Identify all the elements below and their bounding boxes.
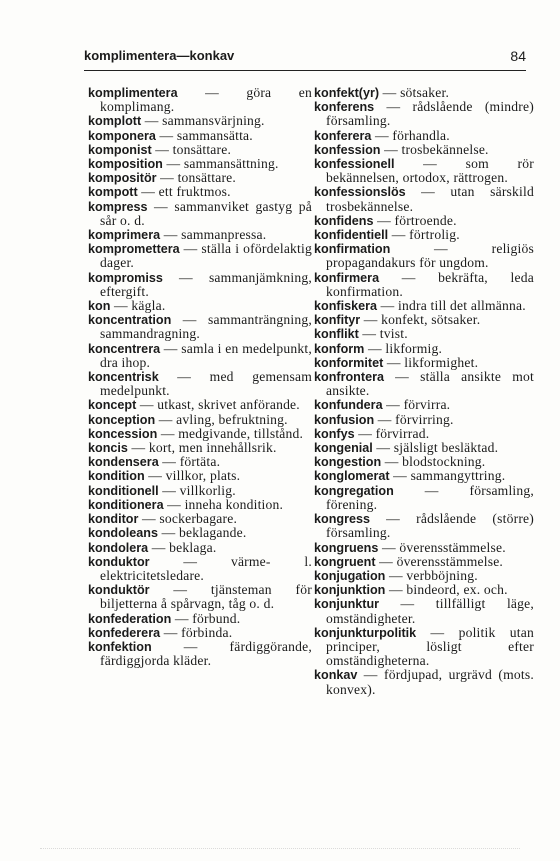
dictionary-entry [314, 185, 534, 213]
headword: konditor [88, 512, 139, 527]
definition: — religiös propagandakurs för ungdom. [326, 241, 534, 271]
dictionary-entry [314, 626, 534, 669]
dictionary-entry [88, 441, 312, 455]
dictionary-entry [88, 455, 312, 469]
dictionary-entry [314, 668, 534, 696]
definition: — utan särskild trosbekännelse. [326, 184, 534, 214]
headword: konjugation [314, 568, 386, 583]
headword: konkav [314, 668, 358, 683]
headword: konfessionell [314, 157, 395, 172]
headword: komprometterа [88, 242, 180, 257]
dictionary-entry [314, 143, 534, 157]
definition: — ställa i ofördelaktig dager. [100, 241, 312, 271]
left-column [88, 86, 312, 668]
definition: — förvirra. [382, 397, 451, 413]
definition: — rådslående (större) församling. [326, 511, 534, 541]
dictionary-entry [88, 469, 312, 483]
headword: koncis [88, 441, 128, 456]
header-rule [84, 70, 526, 71]
headword: komposition [88, 157, 163, 172]
dictionary-entry [314, 86, 534, 100]
dictionary-entry [88, 413, 312, 427]
definition: — tjänsteman för biljetterna å spårvagn, tåg o. d. [100, 582, 312, 612]
headword: kongruent [314, 554, 376, 569]
headword: kongenial [314, 441, 373, 456]
headword: konfederation [88, 611, 172, 626]
headword: konform [314, 341, 365, 356]
definition: — överensstämmelse. [375, 553, 504, 569]
definition: — ett fruktmos. [137, 184, 231, 200]
dictionary-entry [314, 327, 534, 341]
definition: — med gemensam medelpunkt. [100, 369, 312, 399]
page-header [84, 48, 526, 68]
headword: komponist [88, 142, 152, 157]
dictionary-entry [88, 484, 312, 498]
dictionary-entry [314, 398, 534, 412]
definition: — förvirring. [374, 411, 454, 427]
headword: konduktor [88, 554, 150, 569]
definition: — bekräfta, leda konfirmation. [326, 269, 534, 299]
dictionary-entry [88, 129, 312, 143]
definition: — kort, men innehållsrik. [127, 440, 277, 456]
definition: — villkorlig. [158, 482, 236, 498]
headword: kompott [88, 185, 138, 200]
headword: komplimentera [88, 86, 178, 100]
definition: — själsligt besläktad. [372, 440, 499, 456]
dictionary-entry [314, 469, 534, 483]
dictionary-entry [314, 157, 534, 185]
dictionary-entry [88, 242, 312, 270]
headword: konfrontera [314, 370, 384, 385]
dictionary-entry [88, 342, 312, 370]
definition: — sammanviket gastyg på sår o. d. [100, 198, 312, 228]
definition: — medgivande, tillstånd. [157, 425, 304, 441]
headword: konfiskera [314, 299, 377, 314]
dictionary-entry [314, 242, 534, 270]
headword: komprimera [88, 228, 161, 243]
dictionary-entry [314, 597, 534, 625]
definition: — likformighet. [383, 354, 479, 370]
definition: — blodstockning. [381, 454, 486, 470]
headword: kompositör [88, 171, 157, 186]
dictionary-entry [314, 370, 534, 398]
headword: konfityr [314, 313, 361, 328]
headword: konfektion [88, 639, 152, 654]
dictionary-entry [314, 214, 534, 228]
headword: kongruens [314, 540, 379, 555]
right-column [314, 86, 534, 697]
dictionary-entry [314, 512, 534, 540]
definition: — tvist. [358, 326, 408, 342]
dictionary-entry [88, 427, 312, 441]
definition: — likformig. [364, 340, 443, 356]
dictionary-entry [314, 484, 534, 512]
definition: — sammanträngning, sammandragning. [100, 312, 312, 342]
definition: — göra en komplimang. [100, 85, 312, 115]
dictionary-entry [88, 313, 312, 341]
definition: — tonsättare. [156, 170, 237, 186]
definition: — beklagande. [157, 525, 247, 541]
headword: koncept [88, 398, 137, 413]
dictionary-entry [314, 441, 534, 455]
headword: konglomerat [314, 469, 390, 484]
definition: — förhandla. [371, 127, 450, 143]
headword: konfession [314, 142, 381, 157]
definition: — förtroende. [373, 212, 457, 228]
dictionary-entry [88, 626, 312, 640]
headword: kondition [88, 469, 145, 484]
definition: — trosbekännelse. [380, 141, 489, 157]
definition: — fördjupad, urgrävd (mots. konvex). [326, 667, 534, 697]
dictionary-entry [88, 299, 312, 313]
headword: konduktör [88, 583, 150, 598]
dictionary-entry [88, 143, 312, 157]
dictionary-entry [314, 313, 534, 327]
headword: kon [88, 299, 111, 314]
definition: — värme- l. elektricitetsledare. [100, 553, 312, 583]
dictionary-entry [88, 526, 312, 540]
dictionary-entry [314, 455, 534, 469]
dictionary-entry [88, 512, 312, 526]
definition: — förtäta. [158, 454, 221, 470]
definition: — sammanjämkning, eftergift. [100, 269, 312, 299]
headword: komplott [88, 114, 142, 129]
headword: komponera [88, 128, 156, 143]
definition: — rådslående (mindre) församling. [326, 99, 534, 129]
dictionary-entry [314, 413, 534, 427]
definition: — verbböjning. [385, 567, 478, 583]
definition: — avling, befruktning. [155, 411, 288, 427]
definition: — sammansättning. [162, 156, 279, 172]
headword: konfusion [314, 412, 375, 427]
definition: — tillfälligt läge, omständigheter. [326, 596, 534, 626]
definition: — kägla. [110, 298, 166, 314]
definition: — indra till det allmänna. [377, 298, 526, 314]
headword: konfessionslös [314, 185, 406, 200]
dictionary-entry [88, 370, 312, 398]
definition: — sammangyttring. [389, 468, 506, 484]
definition: — överensstämmelse. [378, 539, 506, 555]
dictionary-entry [88, 612, 312, 626]
definition: — inneha kondition. [163, 496, 284, 512]
headword: konferera [314, 128, 372, 143]
headword: konfekt(yr) [314, 86, 380, 100]
headword: koncentrera [88, 341, 161, 356]
definition: — samla i en medelpunkt, dra ihop. [100, 340, 312, 370]
headword: kompress [88, 199, 148, 214]
headword: kondensera [88, 455, 159, 470]
definition: — konfekt, sötsaker. [360, 312, 481, 328]
definition: — tonsättare. [151, 141, 232, 157]
headword: konfirmera [314, 270, 380, 285]
headword: kondolera [88, 540, 149, 555]
headword: konjunkturpolitik [314, 625, 417, 640]
dictionary-entry [88, 271, 312, 299]
dictionary-entry [88, 498, 312, 512]
definition: — förbund. [171, 610, 241, 626]
dictionary-entry [88, 640, 312, 668]
dictionary-entry [314, 100, 534, 128]
dictionary-entry [88, 541, 312, 555]
definition: — församling, förening. [326, 482, 534, 512]
definition: — beklaga. [148, 539, 217, 555]
headword: konformitet [314, 355, 384, 370]
headword: kongestion [314, 455, 382, 470]
dictionary-entry [314, 271, 534, 299]
dictionary-entry [88, 228, 312, 242]
definition: — sammansätta. [155, 127, 253, 143]
definition: — förtrolig. [388, 227, 460, 243]
definition: — sammanpressa. [160, 227, 267, 243]
dictionary-entry [88, 86, 312, 114]
headword: koncentrisk [88, 370, 159, 385]
dictionary-entry [88, 555, 312, 583]
definition: — bindeord, ex. och. [385, 582, 508, 598]
headword: konflikt [314, 327, 359, 342]
definition: — ställa ansikte mot ansikte. [326, 369, 534, 399]
headword: konfys [314, 426, 355, 441]
definition: — sockerbagare. [138, 511, 238, 527]
dictionary-entry [314, 569, 534, 583]
dictionary-entry [314, 228, 534, 242]
dictionary-entry [314, 427, 534, 441]
headword: konditionell [88, 483, 159, 498]
headword: konfundera [314, 398, 383, 413]
definition: — som rör bekännelsen, ortodox, rättrogen. [326, 156, 534, 186]
running-head: komplimentera—konkav [84, 48, 235, 63]
dictionary-entry [314, 299, 534, 313]
dictionary-entry [88, 157, 312, 171]
dictionary-entry [88, 171, 312, 185]
definition: — sötsaker. [379, 85, 450, 100]
dictionary-entry [314, 541, 534, 555]
definition: — färdiggörande, färdiggjorda kläder. [100, 638, 312, 669]
headword: kondoleans [88, 526, 158, 541]
page-edge-mark [40, 848, 520, 850]
definition: — sammansvärjning. [141, 113, 265, 129]
headword: kongregation [314, 483, 394, 498]
headword: konfidentiell [314, 228, 389, 243]
definition: — villkor, plats. [144, 468, 241, 484]
headword: konfidens [314, 213, 374, 228]
dictionary-entry [314, 342, 534, 356]
headword: konferens [314, 100, 375, 115]
dictionary-entry [88, 185, 312, 199]
headword: kongress [314, 512, 370, 527]
definition: — politik utan principer, lösligt efter omständigheterna. [326, 624, 534, 669]
definition: — utkast, skrivet anförande. [136, 397, 300, 413]
definition: — förbinda. [160, 624, 233, 640]
headword: konception [88, 412, 156, 427]
dictionary-entry [314, 583, 534, 597]
page-number: 84 [510, 48, 526, 64]
headword: konjunktur [314, 597, 380, 612]
dictionary-entry [88, 114, 312, 128]
dictionary-entry [88, 583, 312, 611]
headword: kompromiss [88, 270, 163, 285]
dictionary-entry [88, 398, 312, 412]
definition: — förvirrad. [354, 425, 430, 441]
headword: konfederera [88, 625, 161, 640]
headword: koncentration [88, 313, 172, 328]
dictionary-entry [88, 200, 312, 228]
headword: konfirmation [314, 242, 391, 257]
dictionary-entry [314, 356, 534, 370]
headword: konjunktion [314, 583, 386, 598]
dictionary-entry [314, 129, 534, 143]
dictionary-entry [314, 555, 534, 569]
headword: koncession [88, 426, 158, 441]
headword: konditionera [88, 497, 164, 512]
